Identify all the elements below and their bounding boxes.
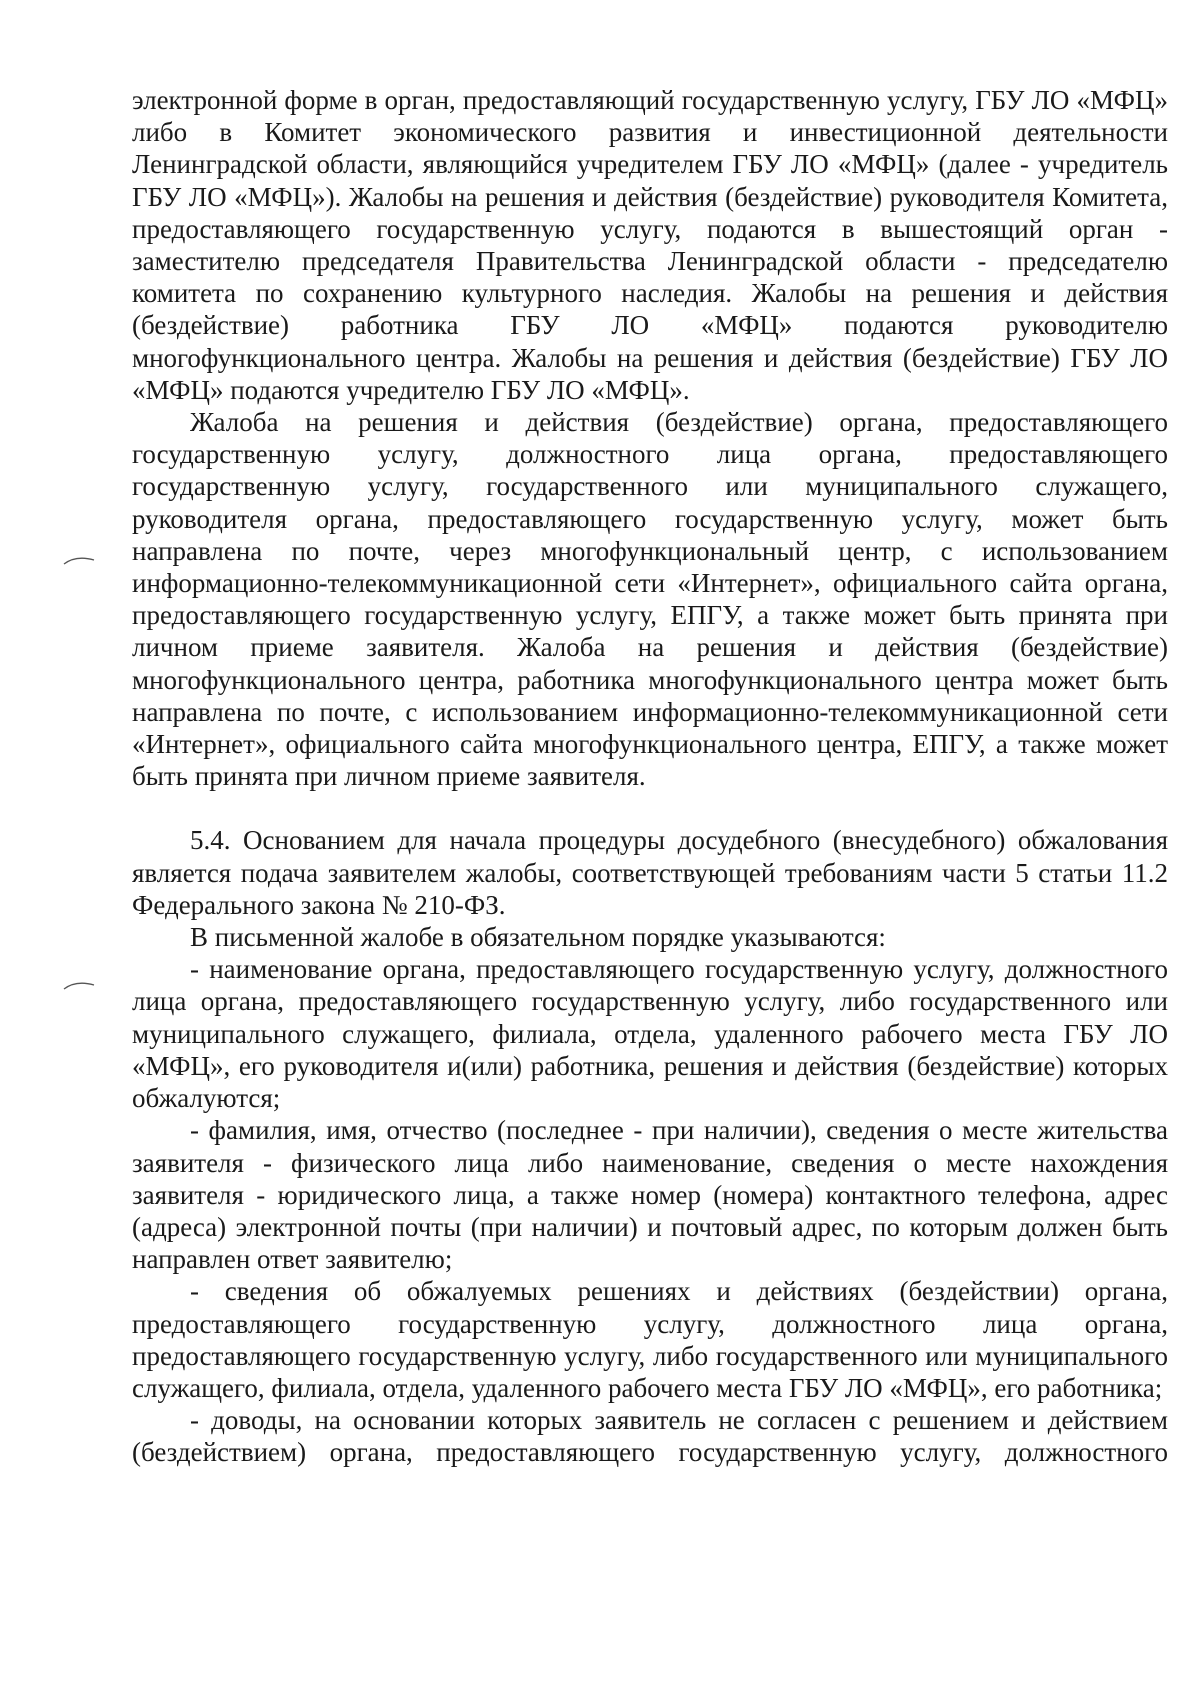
list-item-appealed-decisions: - сведения об обжалуемых решениях и действиях (бездействии) органа, предоставляющего государственную услугу, должностного лица органа, предоставляющего государственную услугу, либо государственного или муниципального служащего, филиала, отдела, удаленного рабочего места ГБУ ЛО «МФЦ», его работника; bbox=[132, 1276, 1168, 1403]
list-item-applicant-details: - фамилия, имя, отчество (последнее - при наличии), сведения о месте жительства заявителя - физического лица либо наименование, сведения о месте нахождения заявителя - юридического лица, а также номер (номера) контактного телефона, адрес (адреса) электронной почты (при наличии) и почтовый адрес, по которым должен быть направлен ответ заявителю; bbox=[132, 1115, 1168, 1275]
margin-mark-1 bbox=[62, 555, 96, 565]
paragraph-complaint-continuation: электронной форме в орган, предоставляющий государственную услугу, ГБУ ЛО «МФЦ» либо в Комитет экономического развития и инвестиционной деятельности Ленинградской области, являющийся учредителем ГБУ ЛО «МФЦ» (далее - учредитель ГБУ ЛО «МФЦ»). Жалобы на решения и действия (бездействие) руководителя Комитета, предоставляющего государственную услугу, подаются в вышестоящий орган - заместителю председателя Правительства Ленинградской области - председателю комитета по сохранению культурного наследия. Жалобы на решения и действия (бездействие) работника ГБУ ЛО «МФЦ» подаются руководителю многофункционального центра. Жалобы на решения и действия (бездействие) ГБУ ЛО «МФЦ» подаются учредителю ГБУ ЛО «МФЦ». bbox=[132, 85, 1168, 405]
paragraph-gap bbox=[132, 792, 1168, 824]
document-body bbox=[132, 84, 1168, 1469]
list-item-arguments: - доводы, на основании которых заявитель не согласен с решением и действием (бездействием) органа, предоставляющего государственную услугу, должностного bbox=[132, 1405, 1168, 1468]
paragraph-section-5-4: 5.4. Основанием для начала процедуры досудебного (внесудебного) обжалования является подача заявителем жалобы, соответствующей требованиям части 5 статьи 11.2 Федерального закона № 210-ФЗ. bbox=[132, 825, 1168, 920]
paragraph-complaint-channels: Жалоба на решения и действия (бездействие) органа, предоставляющего государственную услугу, должностного лица органа, предоставляющего государственную услугу, государственного или муниципального служащего, руководителя органа, предоставляющего государственную услугу, может быть направлена по почте, через многофункциональный центр, с использованием информационно-телекоммуникационной сети «Интернет», официального сайта органа, предоставляющего государственную услугу, ЕПГУ, а также может быть принята при личном приеме заявителя. Жалоба на решения и действия (бездействие) многофункционального центра, работника многофункционального центра может быть направлена по почте, с использованием информационно-телекоммуникационной сети «Интернет», официального сайта многофункционального центра, ЕПГУ, а также может быть принята при личном приеме заявителя. bbox=[132, 407, 1168, 792]
paragraph-required-items-intro: В письменной жалобе в обязательном порядке указываются: bbox=[190, 922, 886, 953]
list-item-authority-name: - наименование органа, предоставляющего государственную услугу, должностного лица органа, предоставляющего государственную услугу, либо государственного или муниципального служащего, филиала, отдела, удаленного рабочего места ГБУ ЛО «МФЦ», его руководителя и(или) работника, решения и действия (бездействие) которых обжалуются; bbox=[132, 954, 1168, 1114]
margin-mark-2 bbox=[62, 980, 96, 990]
